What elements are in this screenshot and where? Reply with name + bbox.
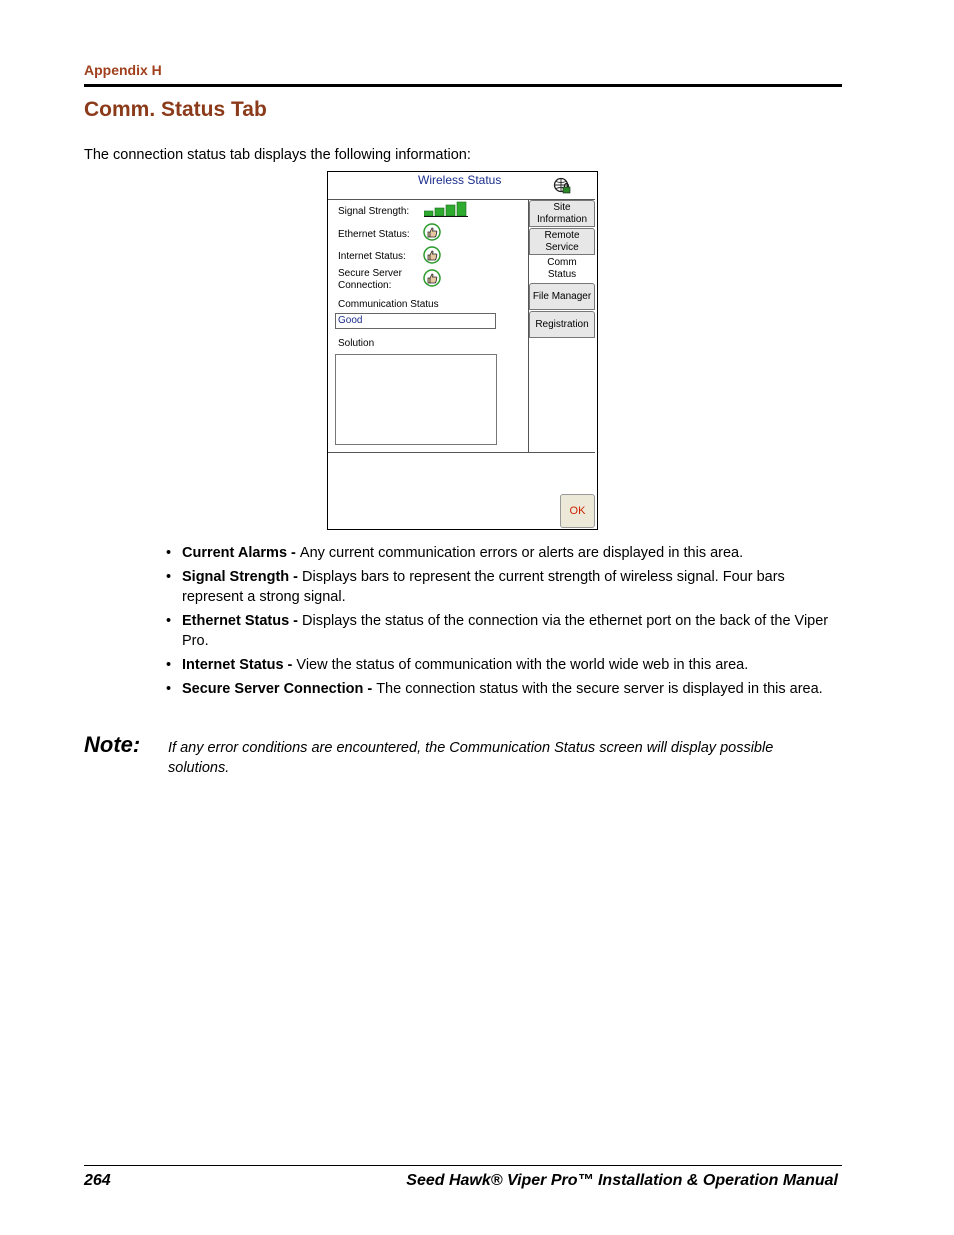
tab-label: Service xyxy=(545,241,579,253)
tab-site-information[interactable] xyxy=(529,200,595,227)
list-item xyxy=(166,567,842,607)
bullet-list xyxy=(166,543,842,703)
bullet-text: The connection status with the secure server is displayed in this area. xyxy=(376,681,823,697)
tab-label: Comm xyxy=(547,257,577,268)
internet-status-label: Internet Status: xyxy=(338,251,406,262)
screen-bottom-rule xyxy=(328,452,595,453)
note-heading: Note: xyxy=(84,732,141,757)
solution-label: Solution xyxy=(338,338,375,349)
communication-status-label: Communication Status xyxy=(338,299,439,310)
bullet-term: Current Alarms - xyxy=(182,545,300,561)
tab-label: Site xyxy=(553,201,571,213)
bullet-dot: • xyxy=(166,545,172,561)
signal-strength-label: Signal Strength: xyxy=(338,206,410,217)
bullet-term: Secure Server Connection - xyxy=(182,681,377,697)
signal-bars-icon xyxy=(424,201,470,217)
tab-remote-service[interactable] xyxy=(529,228,595,255)
list-item xyxy=(166,679,842,699)
note-text: If any error conditions are encountered, the Communication Status screen will display possible solutions. xyxy=(168,740,774,776)
section-title: Comm. Status Tab xyxy=(84,98,267,121)
list-item xyxy=(166,655,842,675)
tab-label: Status xyxy=(547,269,577,280)
intro-text: The connection status tab displays the following information: xyxy=(84,147,471,163)
tab-label: Remote xyxy=(544,229,580,241)
bullet-dot: • xyxy=(166,657,172,673)
tab-comm-status[interactable] xyxy=(529,256,595,282)
bullet-text: View the status of communication with the world wide web in this area. xyxy=(296,657,749,673)
tab-label: Registration xyxy=(535,318,589,330)
page-number: 264 xyxy=(84,1172,111,1189)
bullet-term: Internet Status - xyxy=(182,657,297,673)
bullet-term: Signal Strength - xyxy=(182,569,303,585)
ethernet-status-label: Ethernet Status: xyxy=(338,229,410,240)
header-rule xyxy=(84,84,842,87)
bullet-text: Displays the status of the connection via the ethernet port on the back of the Viper Pro. xyxy=(182,613,829,649)
solution-textarea[interactable] xyxy=(335,354,497,445)
footer-rule xyxy=(84,1165,842,1166)
tab-file-manager[interactable] xyxy=(529,283,595,310)
thumbs-up-icon xyxy=(423,269,441,287)
appendix-label: Appendix H xyxy=(84,62,162,78)
wireless-status-screen xyxy=(327,171,598,530)
thumbs-up-icon xyxy=(423,223,441,241)
tab-registration[interactable] xyxy=(529,311,595,338)
globe-lock-icon xyxy=(553,177,571,195)
thumbs-up-icon xyxy=(423,246,441,264)
list-item xyxy=(166,543,842,563)
communication-status-field[interactable]: Good xyxy=(335,313,496,329)
tab-label: File Manager xyxy=(532,290,592,302)
secure-server-label-line1: Secure Server xyxy=(338,268,402,279)
bullet-text: Displays bars to represent the current strength of wireless signal. Four bars represent a strong signal. xyxy=(182,569,785,605)
bullet-dot: • xyxy=(166,613,172,629)
ok-button[interactable]: OK xyxy=(560,494,595,528)
bullet-text: Any current communication errors or alerts are displayed in this area. xyxy=(299,545,744,561)
list-item xyxy=(166,611,842,651)
bullet-term: Ethernet Status - xyxy=(182,613,303,629)
bullet-dot: • xyxy=(166,681,172,697)
tab-label: Information xyxy=(536,213,588,225)
footer-title: Seed Hawk® Viper Pro™ Installation & Operation Manual xyxy=(406,1172,838,1189)
secure-server-label-line2: Connection: xyxy=(338,280,392,291)
bullet-dot: • xyxy=(166,569,172,585)
screen-title: Wireless Status xyxy=(418,173,502,187)
